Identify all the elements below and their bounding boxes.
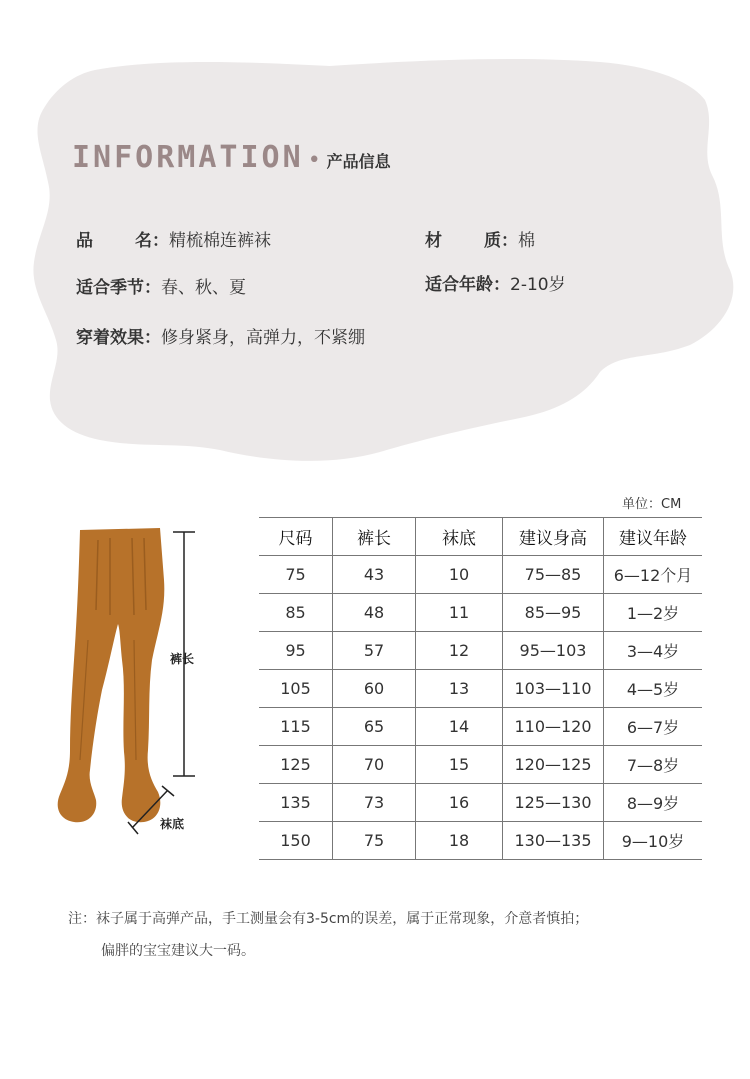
table-cell: 9—10岁 <box>604 822 703 860</box>
unit-label: 单位：CM <box>622 497 682 512</box>
field-label: 材 质 <box>425 231 501 251</box>
table-cell: 11 <box>416 594 503 632</box>
note-line-2: 偏胖的宝宝建议大一码。 <box>101 943 255 959</box>
tights-image <box>40 520 200 850</box>
title-chinese: 产品信息 <box>326 152 391 171</box>
field-value: 棉 <box>518 231 535 251</box>
field-label: 品 名 <box>76 231 152 251</box>
table-cell: 75—85 <box>503 556 604 594</box>
table-cell: 1—2岁 <box>604 594 703 632</box>
table-row <box>259 746 702 784</box>
table-cell: 70 <box>333 746 416 784</box>
table-cell: 13 <box>416 670 503 708</box>
column-header: 尺码 <box>259 518 333 556</box>
table-cell: 150 <box>259 822 333 860</box>
note-line-1: 注：袜子属于高弹产品，手工测量会有3-5cm的误差，属于正常现象，介意者慎拍； <box>68 911 589 927</box>
column-header: 裤长 <box>333 518 416 556</box>
table-cell: 12 <box>416 632 503 670</box>
table-cell: 130—135 <box>503 822 604 860</box>
field-product-name: 品 名：精梳棉连裤袜 <box>76 226 271 251</box>
table-cell: 120—125 <box>503 746 604 784</box>
table-cell: 4—5岁 <box>604 670 703 708</box>
field-value: 2-10岁 <box>510 275 566 295</box>
table-cell: 65 <box>333 708 416 746</box>
table-cell: 43 <box>333 556 416 594</box>
table-cell: 75 <box>333 822 416 860</box>
table-cell: 73 <box>333 784 416 822</box>
field-effect: 穿着效果：修身紧身，高弹力，不紧绷 <box>76 328 365 348</box>
field-value: 春、秋、夏 <box>161 278 246 298</box>
table-cell: 6—12个月 <box>604 556 703 594</box>
table-cell: 110—120 <box>503 708 604 746</box>
field-material: 材 质：棉 <box>425 226 535 251</box>
table-row <box>259 670 702 708</box>
table-cell: 48 <box>333 594 416 632</box>
table-cell: 115 <box>259 708 333 746</box>
table-row <box>259 632 702 670</box>
field-age: 适合年龄：2-10岁 <box>425 275 566 295</box>
table-cell: 18 <box>416 822 503 860</box>
title-english: INFORMATION <box>72 140 304 175</box>
field-label: 穿着效果 <box>76 328 144 348</box>
table-cell: 10 <box>416 556 503 594</box>
note <box>68 903 588 967</box>
title-dot: • <box>307 148 321 173</box>
column-header: 袜底 <box>416 518 503 556</box>
table-row <box>259 708 702 746</box>
table-cell: 15 <box>416 746 503 784</box>
table-cell: 95 <box>259 632 333 670</box>
sole-label: 袜底 <box>160 817 185 831</box>
table-row <box>259 594 702 632</box>
table-cell: 57 <box>333 632 416 670</box>
table-cell: 7—8岁 <box>604 746 703 784</box>
table-header-row <box>259 518 702 556</box>
table-cell: 135 <box>259 784 333 822</box>
table-cell: 60 <box>333 670 416 708</box>
table-cell: 75 <box>259 556 333 594</box>
table-cell: 95—103 <box>503 632 604 670</box>
table-cell: 3—4岁 <box>604 632 703 670</box>
table-cell: 8—9岁 <box>604 784 703 822</box>
table-cell: 16 <box>416 784 503 822</box>
section-title <box>72 140 391 175</box>
table-cell: 125 <box>259 746 333 784</box>
table-row <box>259 784 702 822</box>
field-season: 适合季节：春、秋、夏 <box>76 278 246 298</box>
field-label: 适合年龄 <box>425 275 493 295</box>
field-value: 修身紧身，高弹力，不紧绷 <box>161 328 365 348</box>
table-cell: 103—110 <box>503 670 604 708</box>
field-label: 适合季节 <box>76 278 144 298</box>
table-cell: 85—95 <box>503 594 604 632</box>
table-row <box>259 556 702 594</box>
table-cell: 14 <box>416 708 503 746</box>
size-table <box>259 517 702 860</box>
table-cell: 125—130 <box>503 784 604 822</box>
table-row <box>259 822 702 860</box>
table-cell: 85 <box>259 594 333 632</box>
field-value: 精梳棉连裤袜 <box>169 231 271 251</box>
column-header: 建议身高 <box>503 518 604 556</box>
length-label: 裤长 <box>170 652 195 666</box>
table-cell: 6—7岁 <box>604 708 703 746</box>
column-header: 建议年龄 <box>604 518 703 556</box>
table-cell: 105 <box>259 670 333 708</box>
